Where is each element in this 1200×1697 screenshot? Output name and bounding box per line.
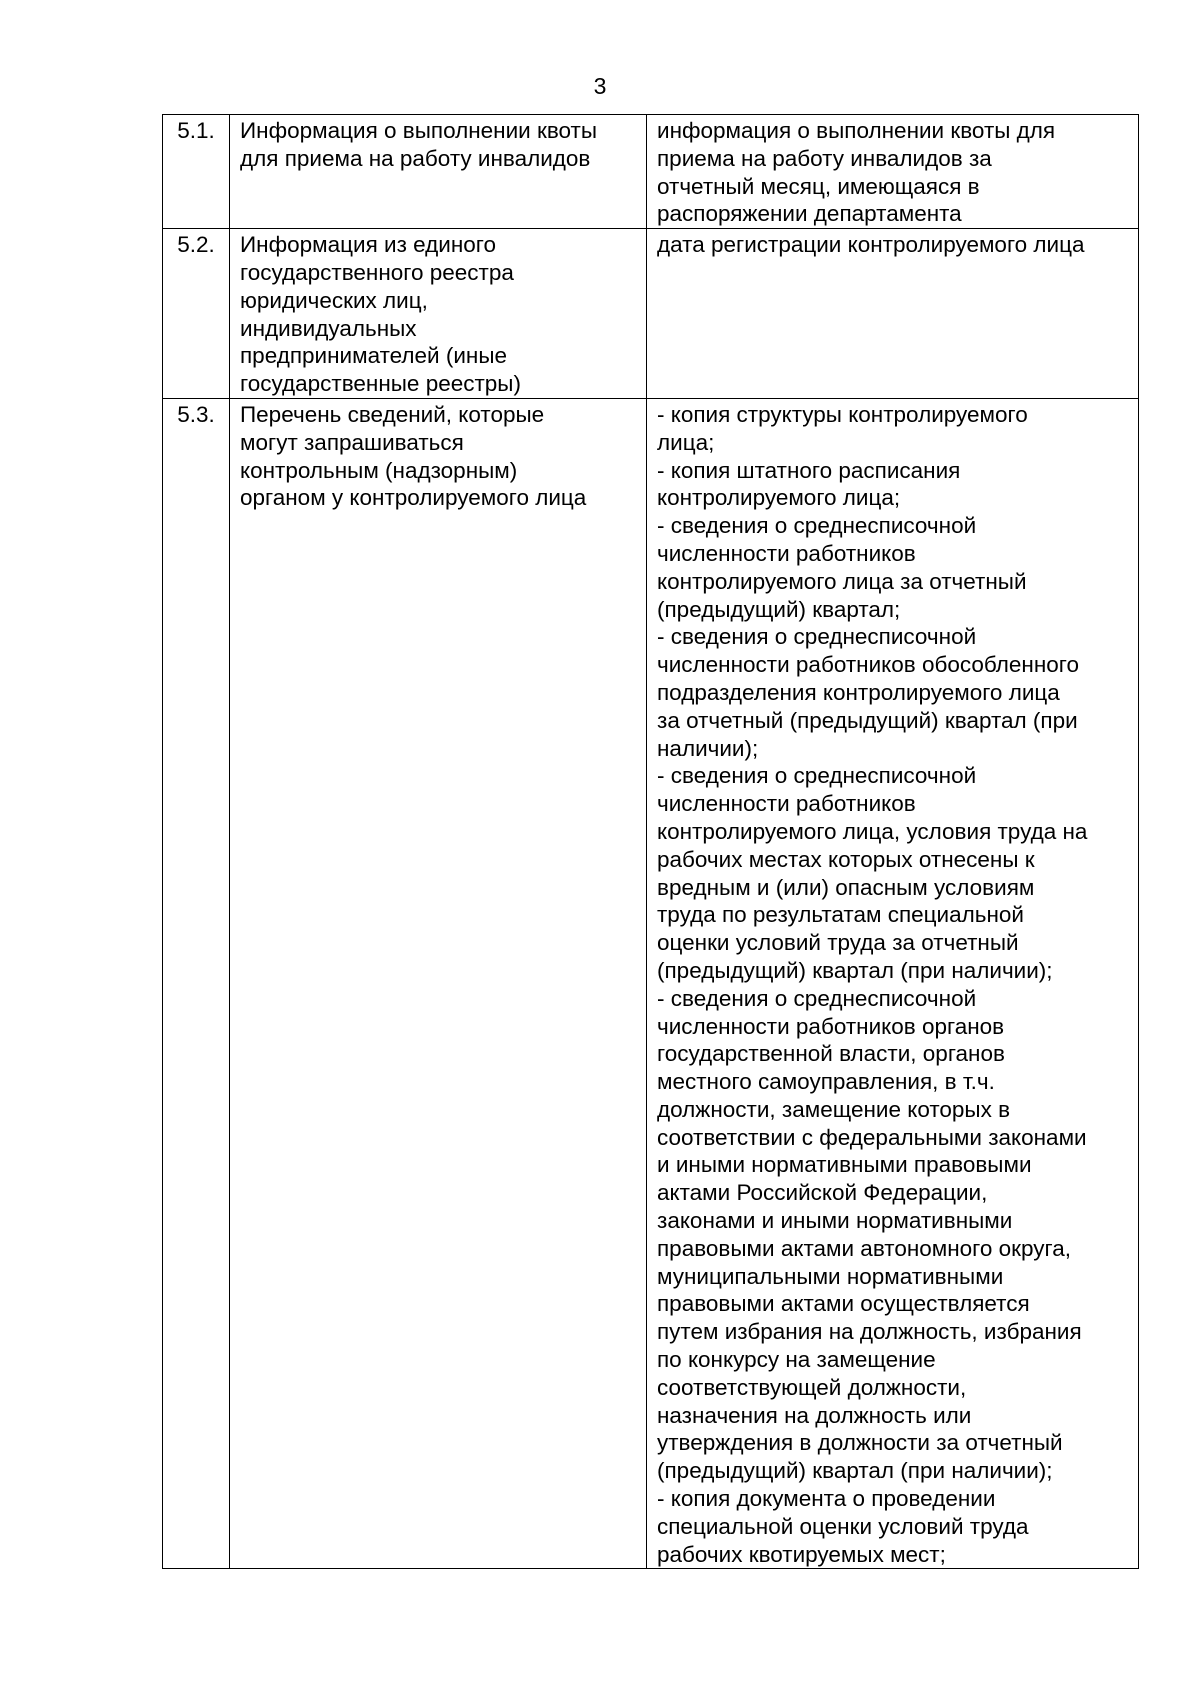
item-description-line: за отчетный (предыдущий) квартал (при — [657, 707, 1078, 733]
item-description-line: - копия штатного расписания — [657, 457, 961, 483]
item-description-line: контролируемого лица за отчетный — [657, 568, 1027, 594]
item-name — [230, 115, 647, 229]
item-description-line: законами и иными нормативными — [657, 1208, 1013, 1234]
item-description-line: правовыми актами автономного округа, — [657, 1235, 1072, 1261]
item-description-line: государственной власти, органов — [657, 1041, 1005, 1067]
item-description-line: утверждения в должности за отчетный — [657, 1430, 1063, 1456]
item-name-line: контрольным (надзорным) — [240, 457, 518, 483]
item-name-line: государственного реестра — [240, 259, 514, 285]
item-name-line: для приема на работу инвалидов — [240, 145, 591, 171]
item-description-line: численности работников — [657, 791, 916, 817]
item-description-line: труда по результатам специальной — [657, 902, 1024, 928]
row-number: 5.2. — [163, 229, 230, 399]
item-description-line: по конкурсу на замещение — [657, 1347, 936, 1373]
item-name-line: Информация о выполнении квоты — [240, 118, 598, 143]
item-description-line: лица; — [657, 429, 715, 455]
item-name-line: государственные реестры) — [240, 371, 521, 397]
row-number: 5.3. — [163, 398, 230, 1568]
page-number: 3 — [593, 73, 607, 99]
item-description-line: дата регистрации контролируемого лица — [657, 232, 1085, 258]
requirements-table — [162, 114, 1139, 1569]
item-description-line: распоряжении департамента — [657, 201, 962, 227]
item-description-line: рабочих квотируемых мест; — [657, 1541, 946, 1567]
item-description — [647, 115, 1139, 229]
item-name-line: индивидуальных — [240, 315, 417, 341]
item-description-line: правовыми актами осуществляется — [657, 1291, 1030, 1317]
item-description-line: - сведения о среднесписочной — [657, 624, 977, 650]
item-description-line: подразделения контролируемого лица — [657, 679, 1060, 705]
item-description-line: назначения на должность или — [657, 1402, 972, 1428]
item-description-line: и иными нормативными правовыми — [657, 1152, 1032, 1178]
item-description-line: численности работников — [657, 540, 916, 566]
item-name-line: предпринимателей (иные — [240, 343, 508, 369]
item-description-line: соответствующей должности, — [657, 1374, 967, 1400]
item-description-line: - сведения о среднесписочной — [657, 763, 977, 789]
item-name — [230, 229, 647, 399]
item-description-line: приема на работу инвалидов за — [657, 145, 992, 171]
item-description-line: местного самоуправления, в т.ч. — [657, 1069, 995, 1095]
item-description-line: (предыдущий) квартал (при наличии); — [657, 957, 1053, 983]
item-description-line: численности работников органов — [657, 1013, 1005, 1039]
item-description-line: муниципальными нормативными — [657, 1263, 1004, 1289]
item-description-line: контролируемого лица; — [657, 485, 901, 511]
item-description-line: - копия структуры контролируемого — [657, 401, 1028, 427]
item-description-line: актами Российской Федерации, — [657, 1180, 988, 1206]
item-description — [647, 229, 1139, 399]
item-name-line: могут запрашиваться — [240, 429, 464, 455]
item-description-line: - сведения о среднесписочной — [657, 513, 977, 539]
item-name-line: Информация из единого — [240, 232, 497, 258]
item-description — [647, 398, 1139, 1568]
item-description-line: (предыдущий) квартал (при наличии); — [657, 1458, 1053, 1484]
item-description-line: путем избрания на должность, избрания — [657, 1319, 1082, 1345]
item-description-line: должности, замещение которых в — [657, 1096, 1011, 1122]
item-name-line: Перечень сведений, которые — [240, 401, 545, 427]
item-description-line: информация о выполнении квоты для — [657, 118, 1056, 143]
table-row — [163, 398, 1139, 1568]
item-description-line: отчетный месяц, имеющаяся в — [657, 173, 980, 199]
item-description-line: численности работников обособленного — [657, 652, 1080, 678]
item-description-line: специальной оценки условий труда — [657, 1513, 1029, 1539]
item-description-line: - копия документа о проведении — [657, 1486, 996, 1512]
item-name — [230, 398, 647, 1568]
item-name-line: органом у контролируемого лица — [240, 485, 587, 511]
item-description-line: наличии); — [657, 735, 759, 761]
item-name-line: юридических лиц, — [240, 287, 428, 313]
item-description-line: соответствии с федеральными законами — [657, 1124, 1087, 1150]
item-description-line: рабочих местах которых отнесены к — [657, 846, 1035, 872]
item-description-line: оценки условий труда за отчетный — [657, 930, 1019, 956]
table-row — [163, 115, 1139, 229]
item-description-line: контролируемого лица, условия труда на — [657, 818, 1088, 844]
item-description-line: вредным и (или) опасным условиям — [657, 874, 1035, 900]
table-row — [163, 229, 1139, 399]
item-description-line: (предыдущий) квартал; — [657, 596, 901, 622]
row-number: 5.1. — [163, 115, 230, 229]
item-description-line: - сведения о среднесписочной — [657, 985, 977, 1011]
